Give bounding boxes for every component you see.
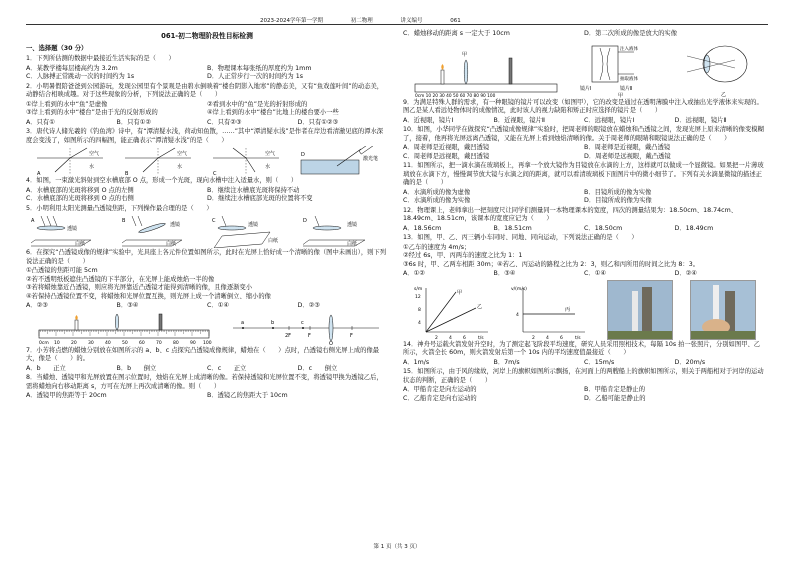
option: B．继续注水槽底光斑将保持不动 [207, 186, 300, 194]
bench-tick-label: 50 [121, 340, 128, 346]
q13-options [403, 270, 765, 279]
point-label: c [301, 319, 304, 326]
bench-tick-label: 20 [70, 340, 77, 346]
paper-label: 白纸 [268, 238, 279, 244]
x-tick: 6 [462, 335, 466, 340]
option: B．物理课本每张纸的厚度约为 1mm [207, 64, 312, 72]
point-label: a [241, 319, 245, 326]
q8-q9-figures [403, 40, 765, 98]
q8-bench [411, 44, 561, 98]
option: D．人正常步行一次的时间约为 1s [207, 73, 303, 80]
option: C．人脉搏正常跳动一次的时间约为 1s [26, 73, 135, 80]
bench-tick-label: 40 [104, 340, 111, 346]
inject-label: 注入液体 [619, 46, 638, 52]
option: D．②④ [674, 270, 697, 277]
q3-diagram-c [211, 146, 281, 176]
option: B．近视眼，镜片Ⅱ [493, 116, 545, 124]
q10-stem: 10．如图，小华同学在做探究“凸透镜成像规律”实验时，把周老师的眼镜放在蜡烛和凸透镜之间，发现光屏上原来清晰的像变模糊了，接着，他再将光屏远离凸透镜，又能在光屏上看到烛焰清晰的像。关于周老师的眼睛和眼镜说法正确的是（ ） [403, 126, 764, 142]
q5-diagram-d [303, 214, 383, 248]
q8-options-cont [403, 30, 765, 39]
section-heading: 一、选择题（30 分） [26, 44, 88, 52]
q13-stem: 13．如图，甲、乙、丙三辆小车同时、同地、同向运动，下列说法正确的是（ ） [403, 234, 638, 241]
q6-figure [26, 312, 388, 346]
q3-stem: 3．唐代诗人储光羲的《钓鱼湾》诗中，有“潭清疑水浅，荷动知鱼散，……”其中“潭清疑水浅”是作者在岸边看清澈见底的潭水深度会变浅了，如图所示的四幅图，能正确表示“潭清疑水浅”的是（ ） [26, 128, 384, 144]
exam-title: 061-初二物理阶段性目标检测 [161, 32, 253, 40]
q8-stem: 8．当蜡烛、透镜甲和光屏放置在图示位置时，烛焰在光屏上成清晰的像。若保持透镜和光屏位置不变，将透镜甲换为透镜乙后，需将蜡烛向右移动距离 s，方可在光屏上再次成清晰的像。则（ ） [26, 374, 383, 390]
term-label: 2023-2024学年第一学期 [260, 18, 323, 24]
option: B．7m/s [493, 358, 520, 366]
q11-stem: 11．如图所示，把一滴水滴在玻璃板上，再拿一个放大镜作为目镜放在水滴的上方，这样就可以做成一个显微镜。如果把一片薄玻璃放在水滴下方，慢慢调节放大镜与水滴之间的距离，就可以看清玻璃板下面图片中的微小细节了。下列有关水滴显微镜的描述正确的是（ ） [403, 162, 764, 186]
option: D．只有①②③ [297, 118, 339, 126]
q15-options [403, 386, 765, 403]
point-label: 2F [285, 332, 292, 339]
statement: ③岸上看到的水中“楼台”是由于光的反射形成的 [26, 109, 158, 116]
q3-diagram-d [299, 146, 379, 176]
option: A．只有① [26, 118, 55, 126]
option: B．只有①② [116, 118, 152, 126]
bench-unit: 0cm [38, 340, 49, 346]
q6-stem: 6．在探究“凸透镜成像的规律”实验中，光具座上各元件位置如图所示，此时在光屏上恰好成一个清晰的像（图中未画出），则下列说法正确的是（ ） [26, 249, 387, 265]
q7-stem: 7．小芳将点燃的蜡烛分别放在如图所示的 a、b、c 点探究凸透镜成像规律，蜡烛在（ ）点时，凸透镜右侧光屏上成的像最大，像是（ ）的。 [26, 346, 380, 362]
q12-options [403, 225, 765, 234]
option: D．继续注水槽底部光斑的位置将不变 [207, 195, 313, 202]
lens-jia [465, 60, 469, 84]
lens-two-label: 镜片Ⅱ [619, 85, 633, 92]
option: C．周老师是远视眼，戴凹透镜 [403, 152, 490, 160]
x-tick: 2 [532, 335, 536, 340]
q15-stem: 15．如图所示，由于风的缘故，河岸上的旗帜如图所示飘扬，在河面上的两艘船上的旗帜如图所示，则关于两船相对于河岸的运动状态的判断，正确的是（ ） [403, 368, 764, 384]
optical-bench [33, 312, 218, 346]
q8-options [26, 392, 388, 401]
point-label: b [271, 319, 275, 326]
screen [509, 58, 512, 84]
option: C．18.50cm [584, 224, 623, 232]
bench-tick-label: 60 [138, 340, 145, 346]
statement: ②看到水中的“鱼”是光的折射形成的 [207, 100, 308, 108]
point-label: F [308, 332, 312, 339]
line-jia [426, 292, 456, 332]
y-axis-label: s/m [413, 286, 422, 292]
y-axis-label: v/(m/s) [511, 286, 528, 292]
laser-pen-label: 激光笔 [363, 156, 379, 162]
option: D．乙船可能是静止的 [584, 394, 646, 402]
q12-stem: 12．物理课上，老师拿出一把刻度尺让同学们测量同一本物理课本的宽度，四次的测量结果为：18.50cm、18.74cm、18.49cm、18.51cm，该课本的宽度应记为（ ） [403, 206, 738, 222]
convex-lens [115, 314, 118, 330]
statement: ④若保持凸透镜位置不变，将蜡烛和光屏位置互换，则光屏上成一个清晰倒立、缩小的像 [26, 292, 271, 300]
bench-tick-label: 80 [172, 340, 179, 346]
q9-eye-figure [685, 40, 757, 98]
option: D．②③ [297, 302, 320, 309]
figure-letter: B [125, 171, 129, 176]
lens-label: 透镜 [346, 222, 357, 228]
right-column [403, 30, 765, 404]
y-tick: 8 [417, 307, 421, 313]
q5-diagram-b [122, 214, 202, 248]
water-label: 水 [177, 164, 183, 170]
bench-tick-label: 90 [189, 340, 196, 346]
q4-options [26, 187, 388, 204]
lens-label: 透镜 [248, 222, 259, 228]
figure-letter: C [212, 218, 216, 224]
water-label: 水 [265, 164, 271, 170]
fig-label-jia: 甲 [617, 92, 623, 98]
figure-letter: C [213, 171, 217, 176]
option: D．c 倒立 [297, 364, 338, 372]
option: C．水槽底部的光斑将移到 O 点的右侧 [26, 195, 134, 202]
q10-options [403, 144, 765, 161]
page-header [260, 16, 487, 24]
x-tick: 2 [434, 335, 438, 340]
statement: ②若不透明纸板遮住凸透镜的下半部分，在光屏上能成烛焰一半的像 [26, 275, 215, 283]
option: C．15m/s [584, 358, 615, 366]
rocket-photo-yi [690, 280, 756, 340]
series-label: 甲 [456, 289, 462, 296]
q5-figure [26, 214, 388, 248]
option: B．周老师是近视眼，戴凸透镜 [584, 144, 671, 151]
screen [159, 314, 162, 330]
option: C．c 正立 [207, 364, 247, 372]
s-t-graph [412, 284, 492, 340]
q5-diagram-a [31, 214, 111, 248]
paper-label: 白纸 [165, 241, 176, 247]
header-divider [26, 24, 768, 25]
figure-letter: B [121, 218, 126, 224]
option: A．18.56cm [403, 224, 442, 232]
y-tick: 4 [516, 312, 520, 318]
q3-diagram-b [123, 146, 193, 176]
option: C．①④ [207, 302, 229, 309]
q13-items [403, 244, 765, 270]
fig-label-yi: 乙 [720, 91, 726, 98]
q9-options [403, 117, 765, 126]
code-value: 061 [450, 18, 461, 24]
candle [75, 320, 78, 330]
option: C．水滴所成的像为实像 [403, 197, 471, 204]
option: A．近视眼，镜片Ⅰ [403, 116, 454, 124]
line-yi [426, 308, 476, 332]
flame [442, 64, 445, 70]
statement: ③若将蜡烛靠近凸透镜，则应将光屏靠近凸透镜才能得到清晰的像，且像逐渐变小 [26, 284, 253, 291]
rocket-photo-jia [607, 280, 673, 340]
left-column [26, 30, 388, 402]
statement: ③6s 时，甲、乙两车相距 30m；④若乙、丙运动的路程之比为 2：3，则乙和丙所用的时间之比为 8：3。 [403, 260, 700, 268]
y-tick: 4 [417, 320, 421, 326]
point-label: F [350, 332, 354, 339]
option: D．18.49cm [674, 224, 714, 232]
option: A．b 正立 [26, 364, 66, 372]
option: D．远视眼，镜片Ⅱ [674, 116, 727, 124]
paper-label: 白纸 [75, 241, 86, 247]
v-t-graph [509, 284, 589, 340]
q5-stem: 5．小明利用太阳光测量凸透镜焦距，下列操作最合理的是（ ） [26, 204, 213, 212]
option: D．第二次所成的像是放大的实像 [584, 30, 678, 37]
series-label: 丙 [565, 306, 571, 313]
figure-letter: D [301, 152, 305, 158]
x-tick: 6 [560, 335, 564, 340]
candle [441, 70, 444, 84]
x-tick: 4 [546, 335, 550, 340]
flame [75, 315, 78, 320]
air-label: 空气 [89, 151, 100, 157]
water-label: 水 [89, 164, 95, 170]
q13-q14-figures [403, 280, 765, 340]
q14-options [403, 359, 765, 368]
q2-stem: 2．小明暑假陪爸爸到公园游玩，发现公园里有个景观是由碧水倒映着“楼台阴影入地寒”的静态美，又有“鱼戏莲叶间”的动态美，动静结合相映成趣。对于这些现象的分析，下列说法正确的是（ ） [26, 82, 384, 98]
option: C．蜡烛移动的距离 s 一定大于 10cm [403, 30, 510, 37]
option: B．③④ [116, 302, 139, 309]
grade-label: 初二物理 [350, 18, 373, 24]
option: A．某教学楼每层楼高约为 3.2m [26, 64, 118, 72]
option: B．透镜乙的焦距大于 10cm [207, 392, 288, 399]
air-label: 空气 [265, 151, 276, 157]
bench-tick-label: 100 [202, 340, 212, 346]
q2-options [26, 119, 388, 128]
option: C．只有②③ [207, 118, 242, 126]
q4-stem: 4．如图，一束激光斜射到空水槽底部 O 点，形成一个光斑，现向水槽中注入适量水，则（ ） [26, 177, 298, 184]
lens-jia-label: 甲 [462, 51, 468, 58]
q9-lens-figure [578, 40, 668, 98]
option: A．1m/s [403, 358, 430, 366]
figure-letter: D [302, 218, 307, 224]
figure-letter: A [37, 171, 41, 176]
statement: ④岸上看到的水中“楼台”比地上的楼台要小一些 [207, 109, 339, 116]
paper-label: 白纸 [346, 241, 357, 247]
y-tick: 12 [414, 294, 421, 300]
x-tick: 4 [448, 335, 452, 340]
option: B．18.51cm [493, 224, 532, 232]
lens-label: 透镜 [67, 226, 78, 232]
option: C．远视眼，镜片Ⅰ [584, 116, 635, 124]
option: A．水槽底部的光斑将移到 O 点的左侧 [26, 186, 134, 194]
option: B．目镜所成的像为实像 [584, 188, 652, 196]
statement: ①乙车的速度为 4m/s； [403, 243, 471, 251]
q6-items [26, 267, 388, 301]
q3-diagram-a [35, 146, 105, 176]
q6-options [26, 302, 388, 311]
option: A．①② [403, 270, 425, 277]
option: D．20m/s [674, 358, 706, 366]
option: C．①④ [584, 270, 606, 277]
bench-tick-label: 30 [87, 340, 94, 346]
option: A．周老师是近视眼，戴凹透镜 [403, 144, 490, 151]
q7-options [26, 365, 388, 374]
x-axis-label: t/s [477, 335, 484, 340]
statement: ①岸上看到的水中“鱼”是虚像 [26, 100, 108, 108]
lens-axis-diagram [231, 312, 381, 346]
point-label: O [329, 340, 334, 346]
q1-stem: 1．下列所估测的数据中最接近生活实际的是（ ） [26, 55, 175, 62]
x-axis-label: t/s [575, 335, 581, 340]
q9-stem: 9．为满足特殊人群的需求，有一种眼镜的镜片可以改变（如图甲），它的改变是通过在透明薄膜中注入或抽出光学液体来实现的。图乙是某人看远处物体时的成像情况，此时该人的视力缺陷和矫正时应选择的镜片是（ ） [403, 98, 763, 114]
option: D．周老师是远视眼，戴凸透镜 [584, 152, 671, 160]
bench-tick-label: 70 [155, 340, 162, 346]
q14-stem: 14．神舟号运载火箭发射升空时，为了测定起飞阶段平均速度，研究人员采用照相技术，每隔 10s 拍一张照片，分别如图甲、乙所示，火箭全长 60m，则火箭发射后第一个 10s 内的平均速度值最接近（ ） [403, 340, 761, 356]
option: A．透镜甲的焦距等于 20cm [26, 392, 107, 399]
bench-tick-label: 10 [53, 340, 60, 346]
q3-figure [26, 146, 388, 176]
air-label: 空气 [177, 151, 188, 157]
option: B．b 倒立 [116, 364, 157, 372]
figure-letter: A [31, 218, 35, 224]
q1-options [26, 65, 388, 82]
option: A．②③ [26, 302, 48, 309]
code-label: 讲义编号 [400, 18, 423, 24]
statement: ①凸透镜的焦距可能 5cm [26, 267, 98, 274]
q5-diagram-c [212, 214, 292, 248]
page-footer: 第 1 页（共 3 页） [373, 544, 421, 550]
series-label: 乙 [476, 303, 482, 310]
option: A．水滴所成的像为虚像 [403, 188, 471, 196]
option: D．目镜所成的像为实像 [584, 197, 652, 204]
lens-one-label: 镜片Ⅰ [579, 85, 592, 92]
q11-options [403, 189, 765, 206]
lens-label: 透镜 [169, 222, 180, 228]
option: B．③④ [493, 270, 516, 277]
extract-label: 抽取液体 [619, 76, 638, 82]
q2-items [26, 101, 388, 118]
option: B．甲船肯定是静止的 [584, 386, 645, 393]
bench-scale: 0cm 10 20 30 40 50 60 70 80 90 100 [415, 93, 496, 98]
option: A．甲船肯定是向左运动的 [403, 386, 477, 393]
statement: ②经过 6s，甲、丙两车的速度之比为 1：1 [403, 252, 523, 259]
option: C．乙船肯定是向右运动的 [403, 394, 477, 402]
